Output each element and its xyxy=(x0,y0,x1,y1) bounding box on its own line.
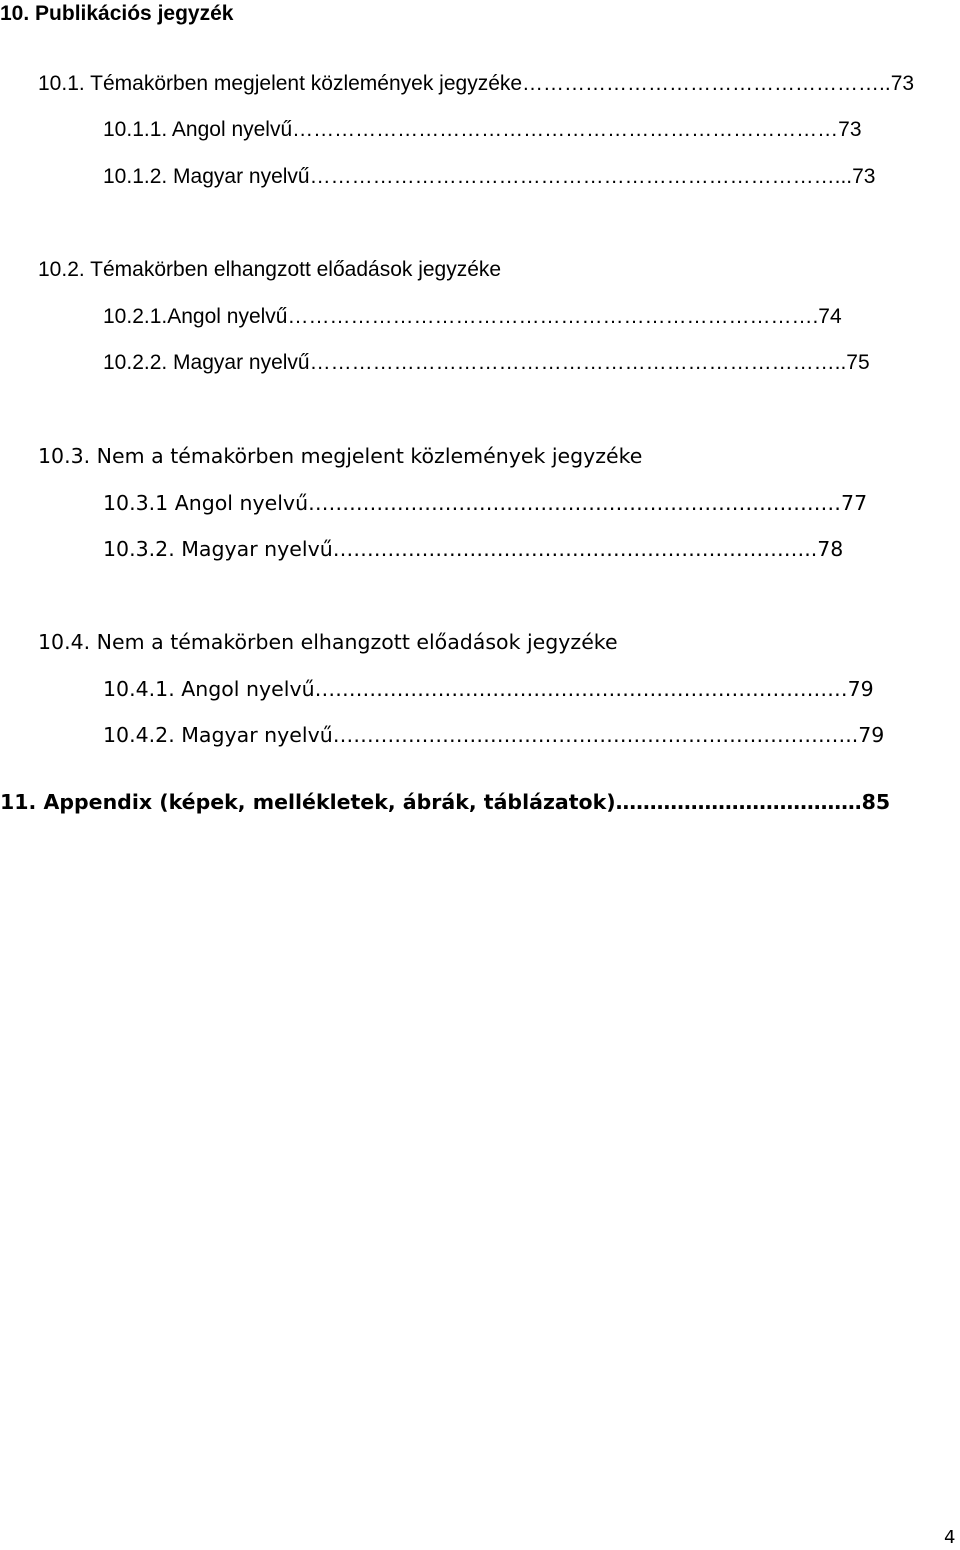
toc-section-title: 10.3. Nem a témakörben megjelent közlemények jegyzéke xyxy=(38,444,643,468)
toc-section-title: 10.2. Témakörben elhangzott előadások jegyzéke xyxy=(38,258,502,281)
page-number: 4 xyxy=(944,1527,956,1548)
toc-section-title: 10.4. Nem a témakörben elhangzott előadások jegyzéke xyxy=(38,630,618,654)
section-heading: 10. Publikációs jegyzék xyxy=(0,2,234,25)
appendix-entry: 11. Appendix (képek, mellékletek, ábrák, táblázatok)………………………………85 xyxy=(0,790,891,814)
toc-item: 10.1.1. Angol nyelvű……………………………………………………………………73 xyxy=(103,118,862,141)
toc-item: 10.2.1.Angol nyelvű………………………………………………………………….74 xyxy=(103,305,842,328)
toc-item: 10.3.1 Angol nyelvű……………………………………………………………………77 xyxy=(103,491,868,515)
toc-section-title: 10.1. Témakörben megjelent közlemények jegyzéke……………………………………………..73 xyxy=(38,72,915,95)
toc-item: 10.1.2. Magyar nyelvű…………………………………………………………………...73 xyxy=(103,165,876,188)
toc-item: 10.4.2. Magyar nyelvű…………………………………………………………………..79 xyxy=(103,723,885,747)
toc-item: 10.4.1. Angol nyelvű……………………………………………………………………79 xyxy=(103,677,874,701)
toc-item: 10.2.2. Magyar nyelvű…………………………………………………………………..75 xyxy=(103,351,870,374)
toc-item: 10.3.2. Magyar nyelvű……………………………………………………………..78 xyxy=(103,537,844,561)
